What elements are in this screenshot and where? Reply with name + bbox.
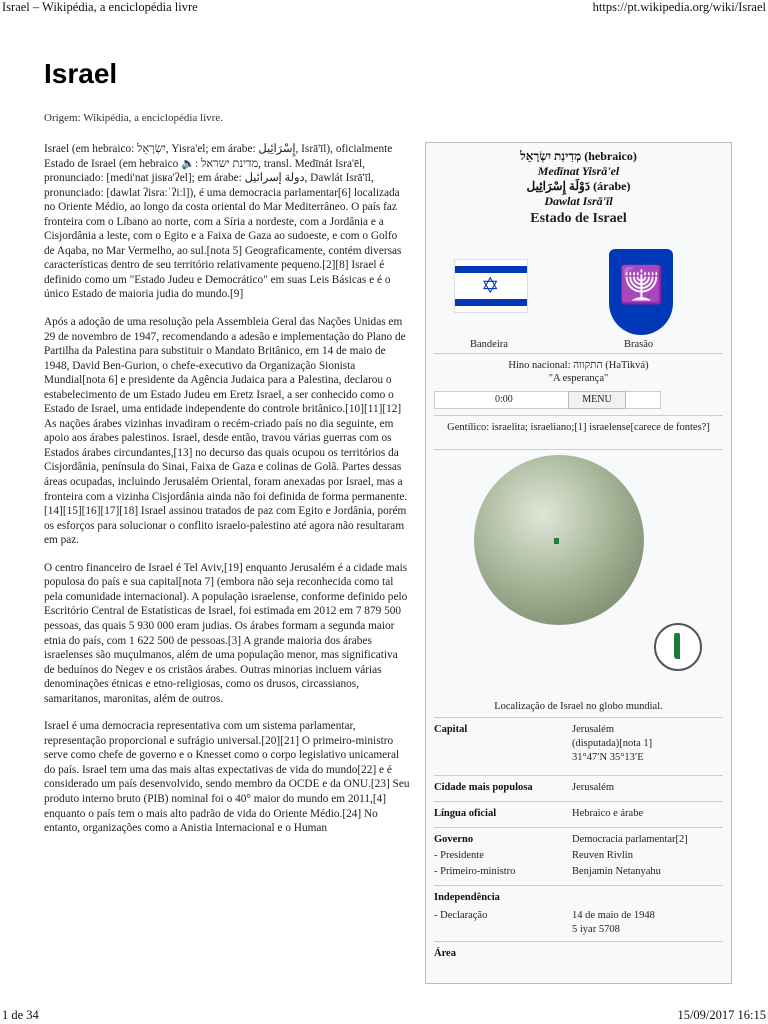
name-arabic: دَوْلَة إِسْرَائِيل (árabe) [526,179,631,193]
language-value[interactable]: Hebraico e árabe [572,808,644,819]
largest-city-value[interactable]: Jerusalém [572,782,614,793]
divider [434,717,723,718]
divider [434,827,723,828]
print-footer [0,1006,768,1024]
prime-minister-value[interactable]: Benjamin Netanyahu [572,866,661,877]
anthem-title[interactable]: Hino nacional: התקווה (HaTikvá) [508,360,649,371]
capital-coords[interactable]: 31°47′N 35°13′E [572,752,644,763]
israel-shape-icon [674,633,680,659]
inset-map [654,623,702,671]
declaration-value [572,909,723,937]
divider [434,775,723,776]
divider [434,449,723,450]
name-hebrew-translit: Medīnat Yisrā'el [537,164,620,178]
israel-marker [554,538,559,544]
divider [434,353,723,354]
divider [434,885,723,886]
divider [434,801,723,802]
flag-caption[interactable]: Bandeira [470,339,508,350]
government-label[interactable]: Governo [434,834,474,845]
capital-label[interactable]: Capital [434,724,468,735]
emblem-caption[interactable]: Brasão [624,339,654,350]
article-title: Israel [44,58,118,89]
area-label: Área [434,948,456,959]
paragraph-2: Após a adoção de uma resolução pela Assembleia Geral das Nações Unidas em 29 de novembro de 1947, recomendando a adesão e implementação do Plano de Partilha da Palestina para substituir o Mandato Britânico, em 14 de maio de 1948, David Ben-Gurion, o chefe-executivo da Organização Sionista Mundial[nota 6] e presidente da Agência Judaica para a Palestina, declarou o estabelecimento de um Estado Judeu em Eretz Israel, a ser conhecido como o Estado de Israel, uma entidade independente do controle britânico.[10][11][12] As nações árabes vizinhas invadiram o recém-criado país no dia seguinte, em apoio aos árabes palestinos. Israel, desde então, travou várias guerras com os Estados árabes circundantes,[13] no decurso das quais ocupou os territórios da Cisjordânia, península do Sinai, Faixa de Gaza e colinas de Golã. Partes dessas áreas ocupadas, incluindo Jerusalém Oriental, foram anexadas por Israel, mas a fronteira com a vizinha Cisjordânia ainda não foi definida de forma permanente.[14][15][16][17][18] Israel assinou tratados de paz com Egito e Jordânia, porém os esforços para solucionar o conflito israelo-palestino até agora não resultaram em paz. [44,316,408,547]
paragraph-3: O centro financeiro de Israel é Tel Aviv,[19] enquanto Jerusalém é a cidade mais populosa do país e sua capital[nota 7] (embora não seja reconhecida como tal pela comunidade internacional). A população israelense, conforme definido pelo Escritório Central de Estatísticas de Israel, foi estimada em 2012 em 7 879 500 pessoas, das quais 5 930 000 eram judias. Os árabes formam a segunda maior etnia do país, com 1 622 500 de pessoas.[3] A grande maioria dos árabes israelenses são muçulmanos, além de uma população menor, mas significativa de beduínos do Negev e os cristãos árabes. Outras minorias incluem várias denominações étnicas e etno-religiosas, como os drusos, circassianos, samaritanos, maronitas, além de outros. [44,561,408,705]
anthem [426,359,731,385]
print-header [0,0,768,16]
location-caption: Localização de Israel no globo mundial. [494,701,663,712]
infobox-title: Estado de Israel [530,211,627,226]
paragraph-4: Israel é uma democracia representativa com um sistema parlamentar, representação proporcional e sufrágio universal.[20][21] O primeiro-ministro serve como chefe de governo e o Knesset como o corpo legislativo unicameral do país. Israel tem uma das mais altas expectativas de vida do mundo[22] e é considerado um país desenvolvido, sendo membro da OCDE e da ONU.[23] Seu produto interno bruto (PIB) nominal foi o 40° maior do mundo em 2011,[4] enquanto o país tem o mais alto padrão de vida do Oriente Médio.[24] No entanto, organizações como a Anistia Internacional e o Human [44,720,410,835]
government-value[interactable]: Democracia parlamentar[2] [572,834,688,845]
player-time: 0:00 [495,394,513,405]
menorah-icon: 🕎 [619,265,664,305]
star-of-david-icon: ✡ [481,273,500,298]
globe-map-image[interactable] [474,455,644,625]
divider [434,415,723,416]
president-label[interactable]: - Presidente [434,850,484,861]
article-subtitle: Origem: Wikipédia, a enciclopédia livre. [44,112,223,124]
audio-player[interactable] [434,391,661,409]
declaration-date[interactable]: 14 de maio de 1948 [572,910,655,921]
print-datetime: 15/09/2017 16:15 [677,1008,766,1022]
divider [434,941,723,942]
gentilic: Gentílico: israelita; israeliano;[1] israelense[carece de fontes?] [447,422,710,433]
declaration-hebrew-date: 5 iyar 5708 [572,924,620,935]
page-number: 1 de 34 [2,1008,39,1022]
name-arabic-translit: Dawlat Isrā'īl [544,194,613,208]
name-hebrew: מְדִינַת יִשְׂרָאֵל (hebraico) [520,149,637,163]
page-title: Israel – Wikipédia, a enciclopédia livre [2,0,198,14]
largest-city-label: Cidade mais populosa [434,782,533,793]
capital-value [572,723,723,765]
capital-city[interactable]: Jerusalém [572,724,614,735]
page-url[interactable]: https://pt.wikipedia.org/wiki/Israel [592,0,766,14]
flag-image[interactable] [454,259,528,313]
article-body [44,142,410,849]
independence-label: Independência [434,892,500,903]
capital-note: (disputada)[nota 1] [572,738,653,749]
audio-menu-button[interactable]: MENU [568,391,626,409]
infobox [425,142,732,984]
paragraph-1: Israel (em hebraico: יִשְׂרָאֵל, Yisra'el; em árabe: إِسْرَائِيل, Isrā'īl), oficialmente Estado de Israel (em hebraico 🔈: מדינת ישראל, transl. Medīnát Isra'ēl, pronunciado: [medi'nat jisʁa'ʔel]; em árabe: دولة إسرائيل, Dawlát Isrā'īl, pronunciado: [dawlat ʔisraːˈʔiːl]), é uma democracia parlamentar[6] localizada no Oriente Médio, ao longo da costa oriental do Mar Mediterrâneo. O país faz fronteira com o Líbano ao norte, com a Síria a nordeste, com a Jordânia e a Cisjordânia a leste, com o Egito e a Faixa de Gaza ao sudoeste, e com o Golfo de Aqaba, no Mar Vermelho, ao sul.[nota 5] Geograficamente, contém diversas características dentro de seu território relativamente pequeno.[2][8] Israel é definido como um "Estado Judeu e Democrático" em suas Leis Básicas e é o único Estado de maioria judia do mundo.[9] [44,143,402,301]
emblem-image[interactable] [609,249,673,335]
language-label[interactable]: Língua oficial [434,808,497,819]
declaration-label: - Declaração [434,910,488,921]
anthem-translation: "A esperança" [548,373,609,384]
president-value[interactable]: Reuven Rivlin [572,850,633,861]
prime-minister-label[interactable]: - Primeiro-ministro [434,866,516,877]
